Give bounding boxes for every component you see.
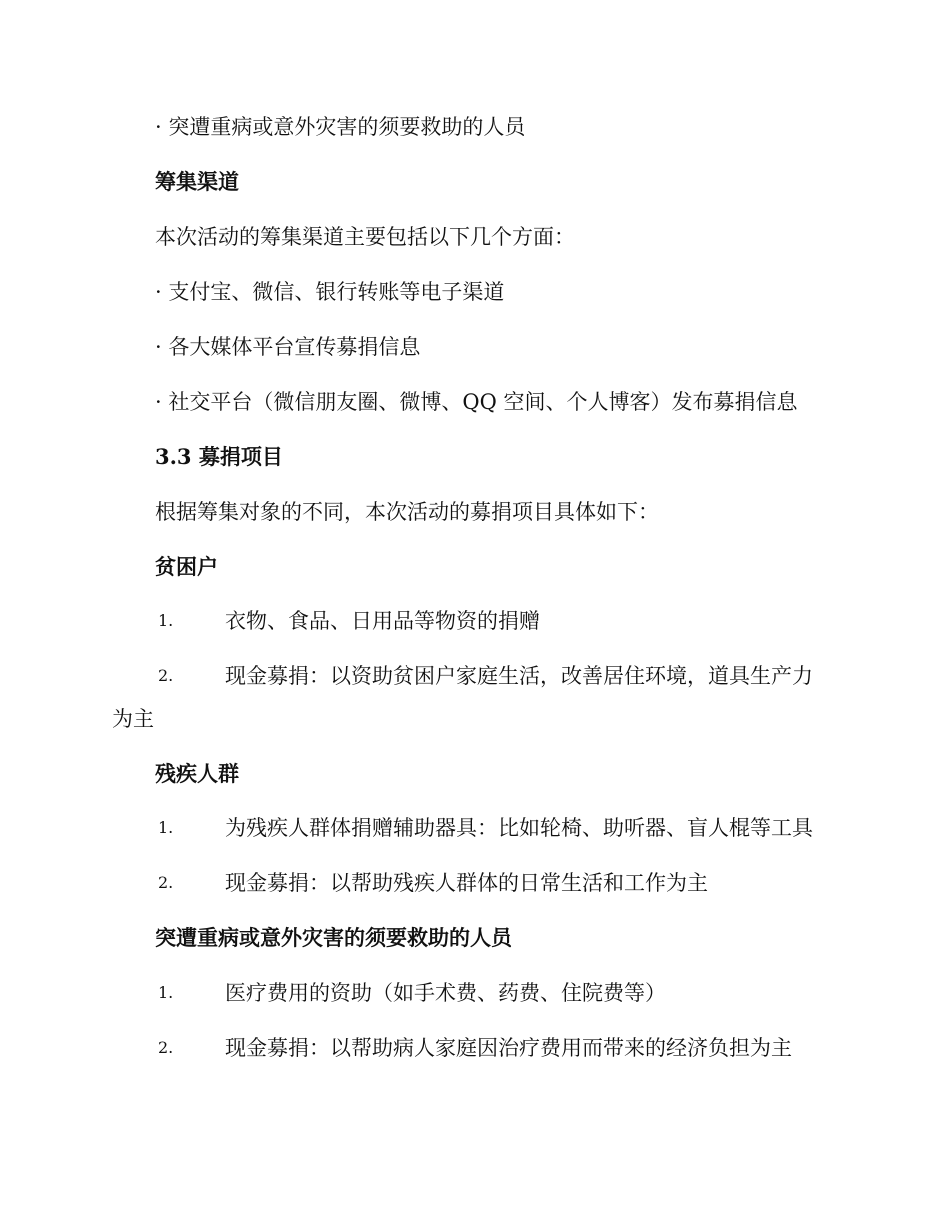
heading-channels: 筹集渠道 <box>155 169 239 194</box>
list-item-text: 现金募捐：以资助贫困户家庭生活，改善居住环境，道具生产力 <box>225 664 813 688</box>
heading-poor-households: 贫困户 <box>155 554 218 579</box>
list-item-text-continuation: 为主 <box>112 707 154 731</box>
list-number: 2. <box>158 873 174 892</box>
list-item-text: 为残疾人群体捐赠辅助器具：比如轮椅、助听器、盲人棍等工具 <box>225 816 813 840</box>
heading-illness-disaster: 突遭重病或意外灾害的须要救助的人员 <box>155 925 512 950</box>
paragraph-projects-intro: 根据筹集对象的不同，本次活动的募捐项目具体如下： <box>155 500 659 524</box>
paragraph-channels-intro: 本次活动的筹集渠道主要包括以下几个方面： <box>155 225 575 249</box>
list-number: 1. <box>158 983 174 1002</box>
bullet-media-platforms: · 各大媒体平台宣传募捐信息 <box>155 335 421 359</box>
list-item-text: 现金募捐：以帮助残疾人群体的日常生活和工作为主 <box>225 871 708 895</box>
list-item-text: 衣物、食品、日用品等物资的捐赠 <box>225 609 540 633</box>
heading-section-3-3: 3.3 募捐项目 <box>155 444 283 469</box>
list-item-text: 现金募捐：以帮助病人家庭因治疗费用而带来的经济负担为主 <box>225 1036 792 1060</box>
list-number: 2. <box>158 666 174 685</box>
bullet-electronic-channels: · 支付宝、微信、银行转账等电子渠道 <box>155 280 505 304</box>
bullet-social-platforms: · 社交平台（微信朋友圈、微博、QQ 空间、个人博客）发布募捐信息 <box>155 390 798 414</box>
list-number: 2. <box>158 1038 174 1057</box>
list-number: 1. <box>158 611 174 630</box>
list-number: 1. <box>158 818 174 837</box>
list-item-text: 医疗费用的资助（如手术费、药费、住院费等） <box>225 981 666 1005</box>
heading-disabled-group: 残疾人群 <box>155 761 239 786</box>
bullet-illness-people: · 突遭重病或意外灾害的须要救助的人员 <box>155 115 526 139</box>
